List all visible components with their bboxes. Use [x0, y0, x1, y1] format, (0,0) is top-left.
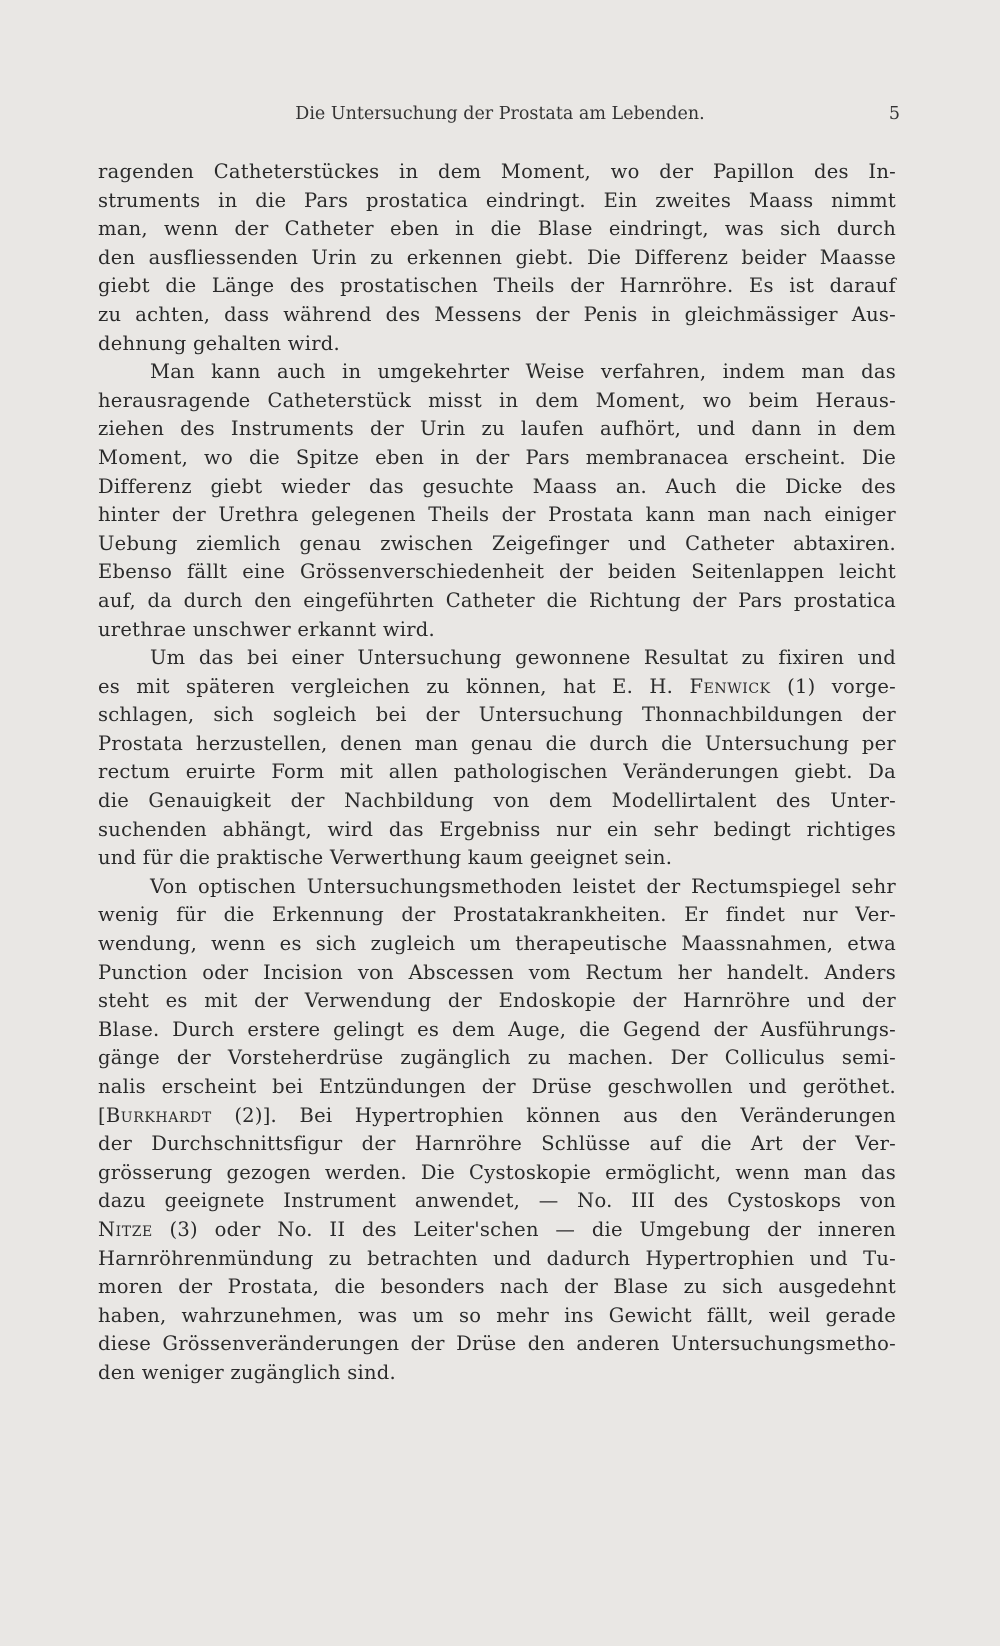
text-line: ziehen des Instruments der Urin zu laufen aufhört, und dann in dem [98, 417, 896, 441]
page-number: 5 [888, 104, 900, 124]
text-line: rectum eruirte Form mit allen pathologischen Veränderungen giebt. Da [98, 760, 896, 784]
text-line: [Burkhardt (2)]. Bei Hypertrophien können aus den Veränderungen [98, 1103, 896, 1127]
text-line: den ausfliessenden Urin zu erkennen giebt. Die Differenz beider Maasse [98, 245, 896, 269]
text-line: haben, wahrzunehmen, was um so mehr ins Gewicht fällt, weil gerade [98, 1303, 896, 1327]
text-line: Ebenso fällt eine Grössenverschiedenheit der beiden Seitenlappen leicht [98, 560, 896, 584]
text-line: herausragende Catheterstück misst in dem Moment, wo beim Heraus- [98, 388, 896, 412]
text-line: Um das bei einer Untersuchung gewonnene Resultat zu fixiren und [150, 646, 896, 670]
text-line: wenig für die Erkennung der Prostatakrankheiten. Er findet nur Ver- [98, 903, 896, 927]
text-line: auf, da durch den eingeführten Catheter die Richtung der Pars prostatica [98, 588, 896, 612]
text-line: wendung, wenn es sich zugleich um therapeutische Maassnahmen, etwa [98, 932, 896, 956]
text-line: Uebung ziemlich genau zwischen Zeigefinger und Catheter abtaxiren. [98, 531, 896, 555]
text-line: gänge der Vorsteherdrüse zugänglich zu machen. Der Colliculus semi- [98, 1046, 896, 1070]
text-line: hinter der Urethra gelegenen Theils der Prostata kann man nach einiger [98, 503, 896, 527]
text-line: dehnung gehalten wird. [98, 331, 340, 355]
text-line: diese Grössenveränderungen der Drüse den anderen Untersuchungsmetho- [98, 1332, 896, 1356]
text-line: den weniger zugänglich sind. [98, 1360, 396, 1384]
text-line: Von optischen Untersuchungsmethoden leistet der Rectumspiegel sehr [150, 874, 896, 898]
text-line: struments in die Pars prostatica eindringt. Ein zweites Maass nimmt [98, 188, 896, 212]
author-name: Fenwick [689, 674, 771, 698]
text-line: suchenden abhängt, wird das Ergebniss nur ein sehr bedingt richtiges [98, 817, 896, 841]
text-line: man, wenn der Catheter eben in die Blase eindringt, was sich durch [98, 217, 896, 241]
text-line: Harnröhrenmündung zu betrachten und dadurch Hypertrophien und Tu- [98, 1246, 896, 1270]
text-line: der Durchschnittsfigur der Harnröhre Schlüsse auf die Art der Ver- [98, 1132, 896, 1156]
text-line: moren der Prostata, die besonders nach der Blase zu sich ausgedehnt [98, 1275, 896, 1299]
text-line: Moment, wo die Spitze eben in der Pars membranacea erscheint. Die [98, 445, 896, 469]
text-line: Blase. Durch erstere gelingt es dem Auge, die Gegend der Ausführungs- [98, 1017, 896, 1041]
text-line: Differenz giebt wieder das gesuchte Maass an. Auch die Dicke des [98, 474, 896, 498]
author-name: Burkhardt [105, 1103, 212, 1127]
text-line: und für die praktische Verwerthung kaum geeignet sein. [98, 846, 673, 870]
text-line: Prostata herzustellen, denen man genau die durch die Untersuchung per [98, 731, 896, 755]
text-line: urethrae unschwer erkannt wird. [98, 617, 435, 641]
text-line: steht es mit der Verwendung der Endoskopie der Harnröhre und der [98, 989, 896, 1013]
text-line: giebt die Länge des prostatischen Theils der Harnröhre. Es ist darauf [98, 274, 896, 298]
text-line: die Genauigkeit der Nachbildung von dem Modellirtalent des Unter- [98, 789, 896, 813]
text-line: zu achten, dass während des Messens der Penis in gleichmässiger Aus- [98, 302, 896, 326]
body-text [98, 158, 896, 1388]
text-line: schlagen, sich sogleich bei der Untersuchung Thonnachbildungen der [98, 703, 896, 727]
text-line: es mit späteren vergleichen zu können, hat E. H. Fenwick (1) vorge- [98, 674, 896, 698]
text-line: nalis erscheint bei Entzündungen der Drüse geschwollen und geröthet. [98, 1075, 896, 1098]
text-line: dazu geeignete Instrument anwendet, — No. III des Cystoskops von [98, 1189, 896, 1213]
text-line: Man kann auch in umgekehrter Weise verfahren, indem man das [150, 360, 896, 384]
text-line: grösserung gezogen werden. Die Cystoskopie ermöglicht, wenn man das [98, 1160, 896, 1184]
text-line: ragenden Catheterstückes in dem Moment, wo der Papillon des In- [98, 160, 896, 183]
page-header [100, 104, 900, 134]
text-line: Nitze (3) oder No. II des Leiter'schen — die Umgebung der inneren [98, 1217, 896, 1241]
running-title: Die Untersuchung der Prostata am Lebenden. [295, 104, 705, 124]
text-line: Punction oder Incision von Abscessen vom Rectum her handelt. Anders [98, 960, 896, 984]
author-name: Nitze [98, 1217, 153, 1241]
